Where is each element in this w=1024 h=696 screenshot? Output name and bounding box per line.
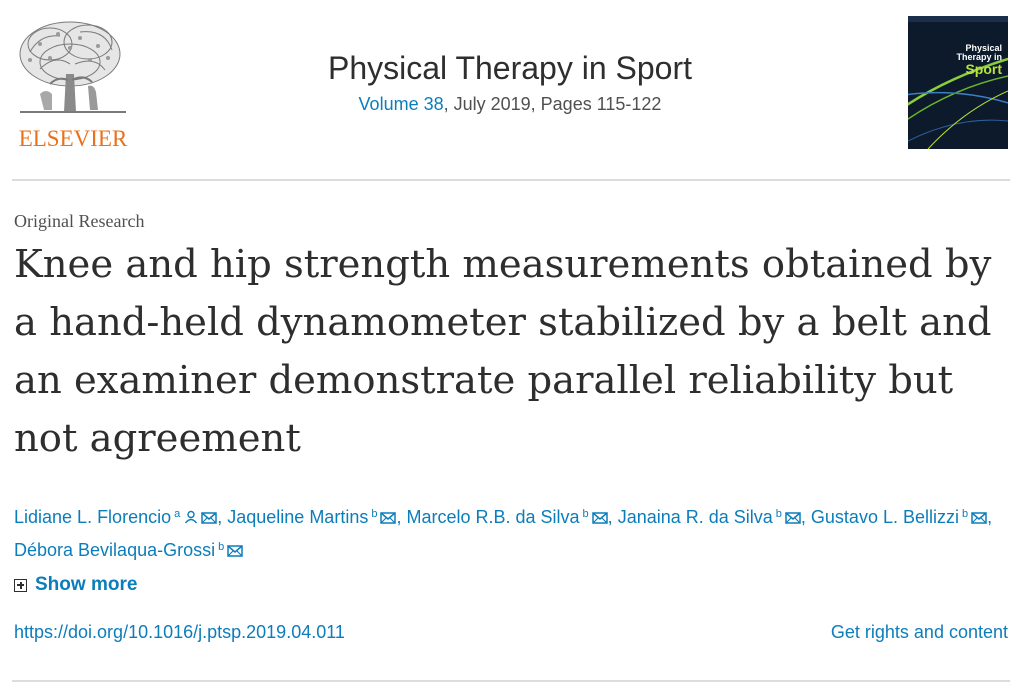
email-icon — [971, 504, 987, 533]
author-link[interactable] — [811, 507, 987, 527]
expand-plus-icon — [14, 579, 27, 592]
affiliation-marker: b — [775, 508, 782, 520]
author-link[interactable] — [227, 507, 396, 527]
author-name: Gustavo L. Bellizzi — [810, 507, 959, 527]
affiliation-marker: b — [961, 508, 969, 520]
journal-cover[interactable] — [908, 16, 1008, 149]
elsevier-tree-icon — [10, 14, 136, 122]
article-title: Knee and hip strength measurements obtained by a hand-held dynamometer stabilized by a belt and an examiner demonstrate parallel reliability but not agreement — [14, 242, 992, 461]
cover-title — [956, 44, 1002, 76]
author-link[interactable] — [14, 507, 217, 527]
author-link[interactable] — [14, 540, 243, 560]
show-more-button[interactable] — [14, 574, 137, 596]
divider — [12, 179, 1010, 181]
journal-info — [260, 48, 760, 115]
show-more-label: Show more — [35, 574, 138, 595]
elsevier-logo[interactable] — [10, 14, 136, 154]
rights-link[interactable]: Get rights and content — [830, 622, 1008, 642]
author-name: Jaqueline Martins — [227, 507, 369, 527]
author-name: Lidiane L. Florencio — [14, 507, 172, 527]
affiliation-marker: a — [174, 508, 181, 520]
author-separator: , — [217, 507, 228, 527]
author-name: Débora Bevilaqua-Grossi — [14, 540, 216, 560]
author-link[interactable] — [406, 507, 607, 527]
email-icon — [227, 537, 243, 566]
cover-title-line: Physical — [965, 43, 1002, 53]
cover-title-line: Therapy in — [956, 52, 1002, 62]
author-list — [14, 500, 1004, 566]
email-icon — [785, 504, 801, 533]
cover-art — [908, 16, 1008, 149]
affiliation-marker: b — [582, 508, 589, 520]
article-header — [0, 0, 1024, 180]
author-name: Janaina R. da Silva — [617, 507, 773, 527]
author-separator: , — [607, 507, 618, 527]
email-icon — [201, 504, 217, 533]
cover-title-line: Sport — [965, 61, 1002, 77]
author-name: Marcelo R.B. da Silva — [406, 507, 580, 527]
volume-link[interactable]: Volume 38 — [358, 94, 444, 114]
affiliation-marker: b — [371, 508, 378, 520]
journal-issue-info — [260, 94, 760, 115]
email-icon — [380, 504, 396, 533]
article-type: Original Research — [14, 211, 145, 231]
journal-title[interactable]: Physical Therapy in Sport — [327, 50, 693, 86]
corresponding-author-icon — [184, 504, 198, 533]
author-separator: , — [987, 507, 993, 527]
email-icon — [592, 504, 608, 533]
affiliation-marker: b — [218, 541, 225, 553]
divider — [12, 680, 1010, 682]
doi-link[interactable]: https://doi.org/10.1016/j.ptsp.2019.04.011 — [14, 622, 345, 642]
author-separator: , — [396, 507, 407, 527]
elsevier-wordmark: ELSEVIER — [18, 126, 128, 151]
issue-details: , July 2019, Pages 115-122 — [443, 94, 662, 114]
author-link[interactable] — [618, 507, 801, 527]
author-separator: , — [800, 507, 811, 527]
